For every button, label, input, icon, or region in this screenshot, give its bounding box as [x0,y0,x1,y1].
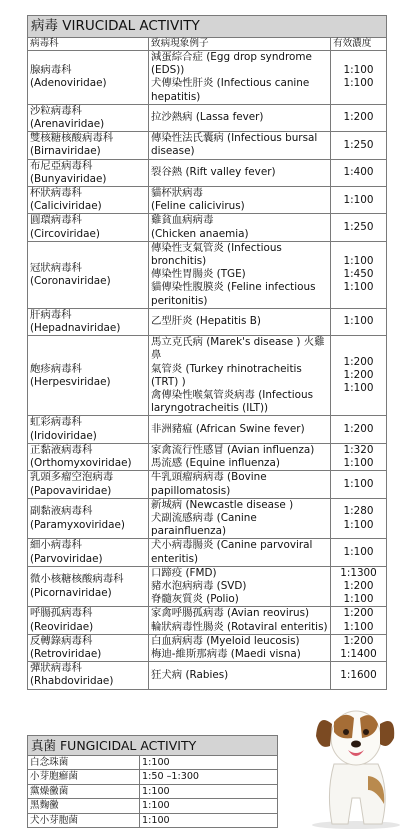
family-cell-line: 腺病毒科 (Adenoviridae) [30,64,107,90]
examples-cell [149,498,331,539]
examples-cell-line: (Feline calicivirus) [151,200,245,213]
family-cell-line: (Parvoviridae) [30,552,103,565]
concentration-cell-line: 1:200 [343,111,374,124]
table-row [28,799,278,813]
examples-cell [149,662,331,689]
examples-cell-line: 犬傳染性肝炎 (Infectious canine [151,77,310,90]
family-cell-line: 雙核糖核酸病毒科 [30,132,114,145]
concentration-cell [331,539,387,566]
examples-cell-line: 裂谷熱 (Rift valley fever) [151,166,276,179]
table-row [28,756,278,770]
fungus-name-cell: 小芽胞癬菌 [28,770,140,784]
concentration-cell-line: 1:250 [343,138,374,151]
examples-cell-line: 脊髓灰質炎 (Polio) [151,593,239,606]
concentration-cell-line: 1:200 [343,607,374,620]
examples-cell-line: 傳染性胃腸炎 (TGE) [151,268,246,281]
table-row [28,308,387,335]
concentration-cell-line: 1:100 [343,77,374,90]
examples-cell-line: (Chicken anaemia) [151,227,249,240]
examples-cell-line: 家禽呼腸孤病毒 (Avian reovirus) [151,607,310,620]
examples-cell-line: (EDS)) [151,64,185,77]
concentration-cell [331,336,387,416]
family-cell-line: (Orthomyxoviridae) [30,457,132,470]
family-cell-line: 虹彩病毒科 (Iridoviridae) [30,416,97,442]
examples-cell [149,336,331,416]
examples-cell-line: 氣管炎 (Turkey rhinotracheitis (TRT) ) [151,362,302,388]
examples-cell-line: 犬小病毒腸炎 (Canine parvoviral [151,539,313,552]
examples-cell [149,443,331,470]
concentration-cell [331,443,387,470]
examples-cell-line: 貓杯狀病毒 [151,187,203,200]
examples-cell-line: 牛乳頭瘤病病毒 (Bovine [151,471,267,484]
table-row [28,241,387,308]
table-row [28,662,387,689]
concentration-cell-line: 1:1400 [340,647,377,660]
examples-cell [149,416,331,443]
examples-cell-line: 狂犬病 (Rabies) [151,668,229,681]
table-row [28,607,387,634]
examples-cell-line: 乙型肝炎 (Hepatitis B) [151,315,261,328]
family-cell-line: 反轉錄病毒科 [30,634,93,647]
examples-cell-line: 梅迪-維斯那病毒 (Maedi visna) [151,647,301,660]
examples-cell [149,132,331,159]
concentration-cell-line: 1:200 [343,423,374,436]
examples-cell-line: 貓傳染性腹膜炎 (Feline infectious [151,281,316,294]
table-row [28,132,387,159]
concentration-cell-line: 1:250 [343,221,374,234]
examples-cell-line: bronchitis) [151,255,207,268]
concentration-cell [331,416,387,443]
concentration-cell [331,159,387,186]
concentration-cell-line: 1:1300 [340,566,377,579]
family-cell-line: (Birnaviridae) [30,145,101,158]
concentration-cell-line: 1:200 [343,356,374,369]
examples-cell [149,241,331,308]
examples-cell [149,539,331,566]
family-cell [28,159,149,186]
family-cell-line: 正黏液病毒科 [30,443,93,456]
table-row [28,784,278,798]
concentration-cell: 1:100 [140,813,278,827]
examples-cell [149,214,331,241]
family-cell-line: 杯狀病毒科 (Caliciviridae) [30,187,102,213]
concentration-cell [331,51,387,105]
family-cell-line: 細小病毒科 [30,539,82,552]
examples-cell-line: 家禽流行性感冒 (Avian influenza) [151,443,315,456]
virucidal-title: 病毒 VIRUCIDAL ACTIVITY [28,16,387,38]
examples-cell-line: 口蹄疫 (FMD) [151,566,217,579]
examples-cell-line: 豬水泡病病毒 (SVD) [151,579,247,592]
family-cell [28,634,149,661]
fungicidal-title: 真菌 FUNGICIDAL ACTIVITY [28,736,278,756]
family-cell-line: 沙粒病毒科 [30,104,82,117]
family-cell [28,416,149,443]
table-row [28,770,278,784]
concentration-cell-line: 1:100 [343,457,374,470]
concentration-cell [331,241,387,308]
examples-cell-line: papillomatosis) [151,484,231,497]
family-cell [28,187,149,214]
family-cell [28,214,149,241]
family-cell [28,498,149,539]
family-cell-line: 圓環病毒科 (Circoviridae) [30,214,100,240]
family-cell-line: 呼腸孤病毒科(Reoviridae) [30,607,94,633]
table-row [28,416,387,443]
fungus-name-cell: 白念珠菌 [28,756,140,770]
header-concentration: 有效濃度 [331,38,387,51]
concentration-cell [331,498,387,539]
table-row [28,104,387,131]
examples-cell-line: 減蛋綜合症 (Egg drop syndrome [151,51,312,63]
fungicidal-table [27,735,278,828]
examples-cell-line: 禽傳染性喉氣管炎病毒 (Infectious [151,389,313,402]
fungus-name-cell: 黑麴黴 [28,799,140,813]
family-cell [28,51,149,105]
concentration-cell [331,607,387,634]
family-cell [28,132,149,159]
table-row [28,634,387,661]
concentration-cell-line: 1:100 [343,193,374,206]
concentration-cell [331,662,387,689]
family-cell-line: 布尼亞病毒科 [30,159,93,172]
concentration-cell [331,104,387,131]
concentration-cell-line: 1:200 [343,369,374,382]
examples-cell-line: 非洲豬瘟 (African Swine fever) [151,423,305,436]
examples-cell [149,187,331,214]
concentration-cell-line: 1:100 [343,64,374,77]
examples-cell-line: disease) [151,145,195,158]
table-row [28,336,387,416]
examples-cell-line: peritonitis) [151,294,208,307]
examples-cell [149,159,331,186]
examples-cell-line: hepatitis) [151,90,201,103]
family-cell-line: 彈狀病毒科 (Rhabdoviridae) [30,662,114,688]
family-cell-line: (Paramyxoviridae) [30,518,125,531]
table-row [28,187,387,214]
concentration-cell [331,214,387,241]
table-row [28,471,387,498]
concentration-cell [331,566,387,607]
dog-photo [298,694,410,830]
family-cell [28,662,149,689]
concentration-cell-line: 1:100 [343,382,374,395]
family-cell-line: 冠狀病毒科 [30,261,82,274]
family-cell-line: (Hepadnaviridae) [30,322,121,335]
concentration-cell [331,634,387,661]
virucidal-table [27,15,387,690]
concentration-cell: 1:100 [140,799,278,813]
fungus-name-cell: 犬小芽胞菌 [28,813,140,827]
concentration-cell [331,187,387,214]
concentration-cell: 1:100 [140,784,278,798]
concentration-cell-line: 1:100 [343,518,374,531]
concentration-cell-line: 1:1600 [340,668,377,681]
examples-cell-line: 馬流感 (Equine influenza) [151,457,280,470]
family-cell-line: 副黏液病毒科 [30,505,93,518]
examples-cell [149,634,331,661]
concentration-cell-line: 1:100 [343,255,374,268]
family-cell [28,443,149,470]
examples-cell-line: 白血病病毒 (Myeloid leucosis) [151,634,300,647]
examples-cell-line: enteritis) [151,552,199,565]
concentration-cell [331,132,387,159]
header-family: 病毒科 [28,38,149,51]
family-cell-line: 皰疹病毒科 [30,362,82,375]
examples-cell [149,308,331,335]
concentration-cell-line: 1:100 [343,477,374,490]
table-row [28,539,387,566]
concentration-cell-line: 1:450 [343,268,374,281]
examples-cell-line: 傳染性法氏囊病 (Infectious bursal [151,132,318,145]
family-cell [28,471,149,498]
family-cell [28,336,149,416]
family-cell [28,308,149,335]
family-cell-line: (Herpesviridae) [30,375,111,388]
table-row [28,159,387,186]
table-row [28,443,387,470]
fungus-name-cell: 黨燥黴菌 [28,784,140,798]
concentration-cell [331,471,387,498]
header-examples: 致病現象例子 [149,38,331,51]
family-cell-line: (Coronaviridae) [30,274,111,287]
family-cell-line: (Picornaviridae) [30,586,112,599]
concentration-cell-line: 1:100 [343,593,374,606]
family-cell-line: 肝病毒科 [30,308,72,321]
concentration-cell-line: 1:200 [343,634,374,647]
table-row [28,214,387,241]
concentration-cell-line: 1:100 [343,281,374,294]
table-row [28,813,278,827]
examples-cell [149,607,331,634]
examples-cell [149,566,331,607]
examples-cell-line: 傳染性支氣管炎 (Infectious [151,241,282,254]
concentration-cell-line: 1:320 [343,443,374,456]
family-cell [28,566,149,607]
family-cell-line: (Arenaviridae) [30,118,105,131]
concentration-cell: 1:100 [140,756,278,770]
concentration-cell-line: 1:400 [343,166,374,179]
family-cell [28,607,149,634]
family-cell-line: (Retroviridae) [30,647,102,660]
examples-cell-line: 輪狀病毒性腸炎 (Rotaviral enteritis) [151,620,328,633]
concentration-cell-line: 1:100 [343,620,374,633]
examples-cell [149,471,331,498]
family-cell [28,104,149,131]
family-cell-line: 微小核糖核酸病毒科 [30,573,124,586]
concentration-cell-line: 1:100 [343,315,374,328]
concentration-cell [331,308,387,335]
examples-cell-line: 雞貧血病病毒 [151,214,214,227]
examples-cell-line: laryngotracheitis (ILT)) [151,402,269,415]
examples-cell-line: 拉沙熱病 (Lassa fever) [151,111,264,124]
concentration-cell-line: 1:100 [343,545,374,558]
examples-cell [149,51,331,105]
examples-cell-line: 馬立克氏病 (Marek's disease ) 火雞鼻 [151,336,325,362]
table-row [28,498,387,539]
concentration-cell: 1:50 –1:300 [140,770,278,784]
concentration-cell-line: 1:280 [343,505,374,518]
family-cell-line: 乳頭多瘤空泡病毒 [30,471,114,484]
family-cell [28,241,149,308]
family-cell-line: (Bunyaviridae) [30,172,107,185]
family-cell [28,539,149,566]
concentration-cell-line: 1:200 [343,579,374,592]
table-row [28,51,387,105]
family-cell-line: (Papovaviridae) [30,484,112,497]
examples-cell-line: 新城病 (Newcastle disease ) [151,498,294,511]
examples-cell-line: 犬副流感病毒 (Canine parainfluenza) [151,511,257,538]
examples-cell [149,104,331,131]
table-row [28,566,387,607]
